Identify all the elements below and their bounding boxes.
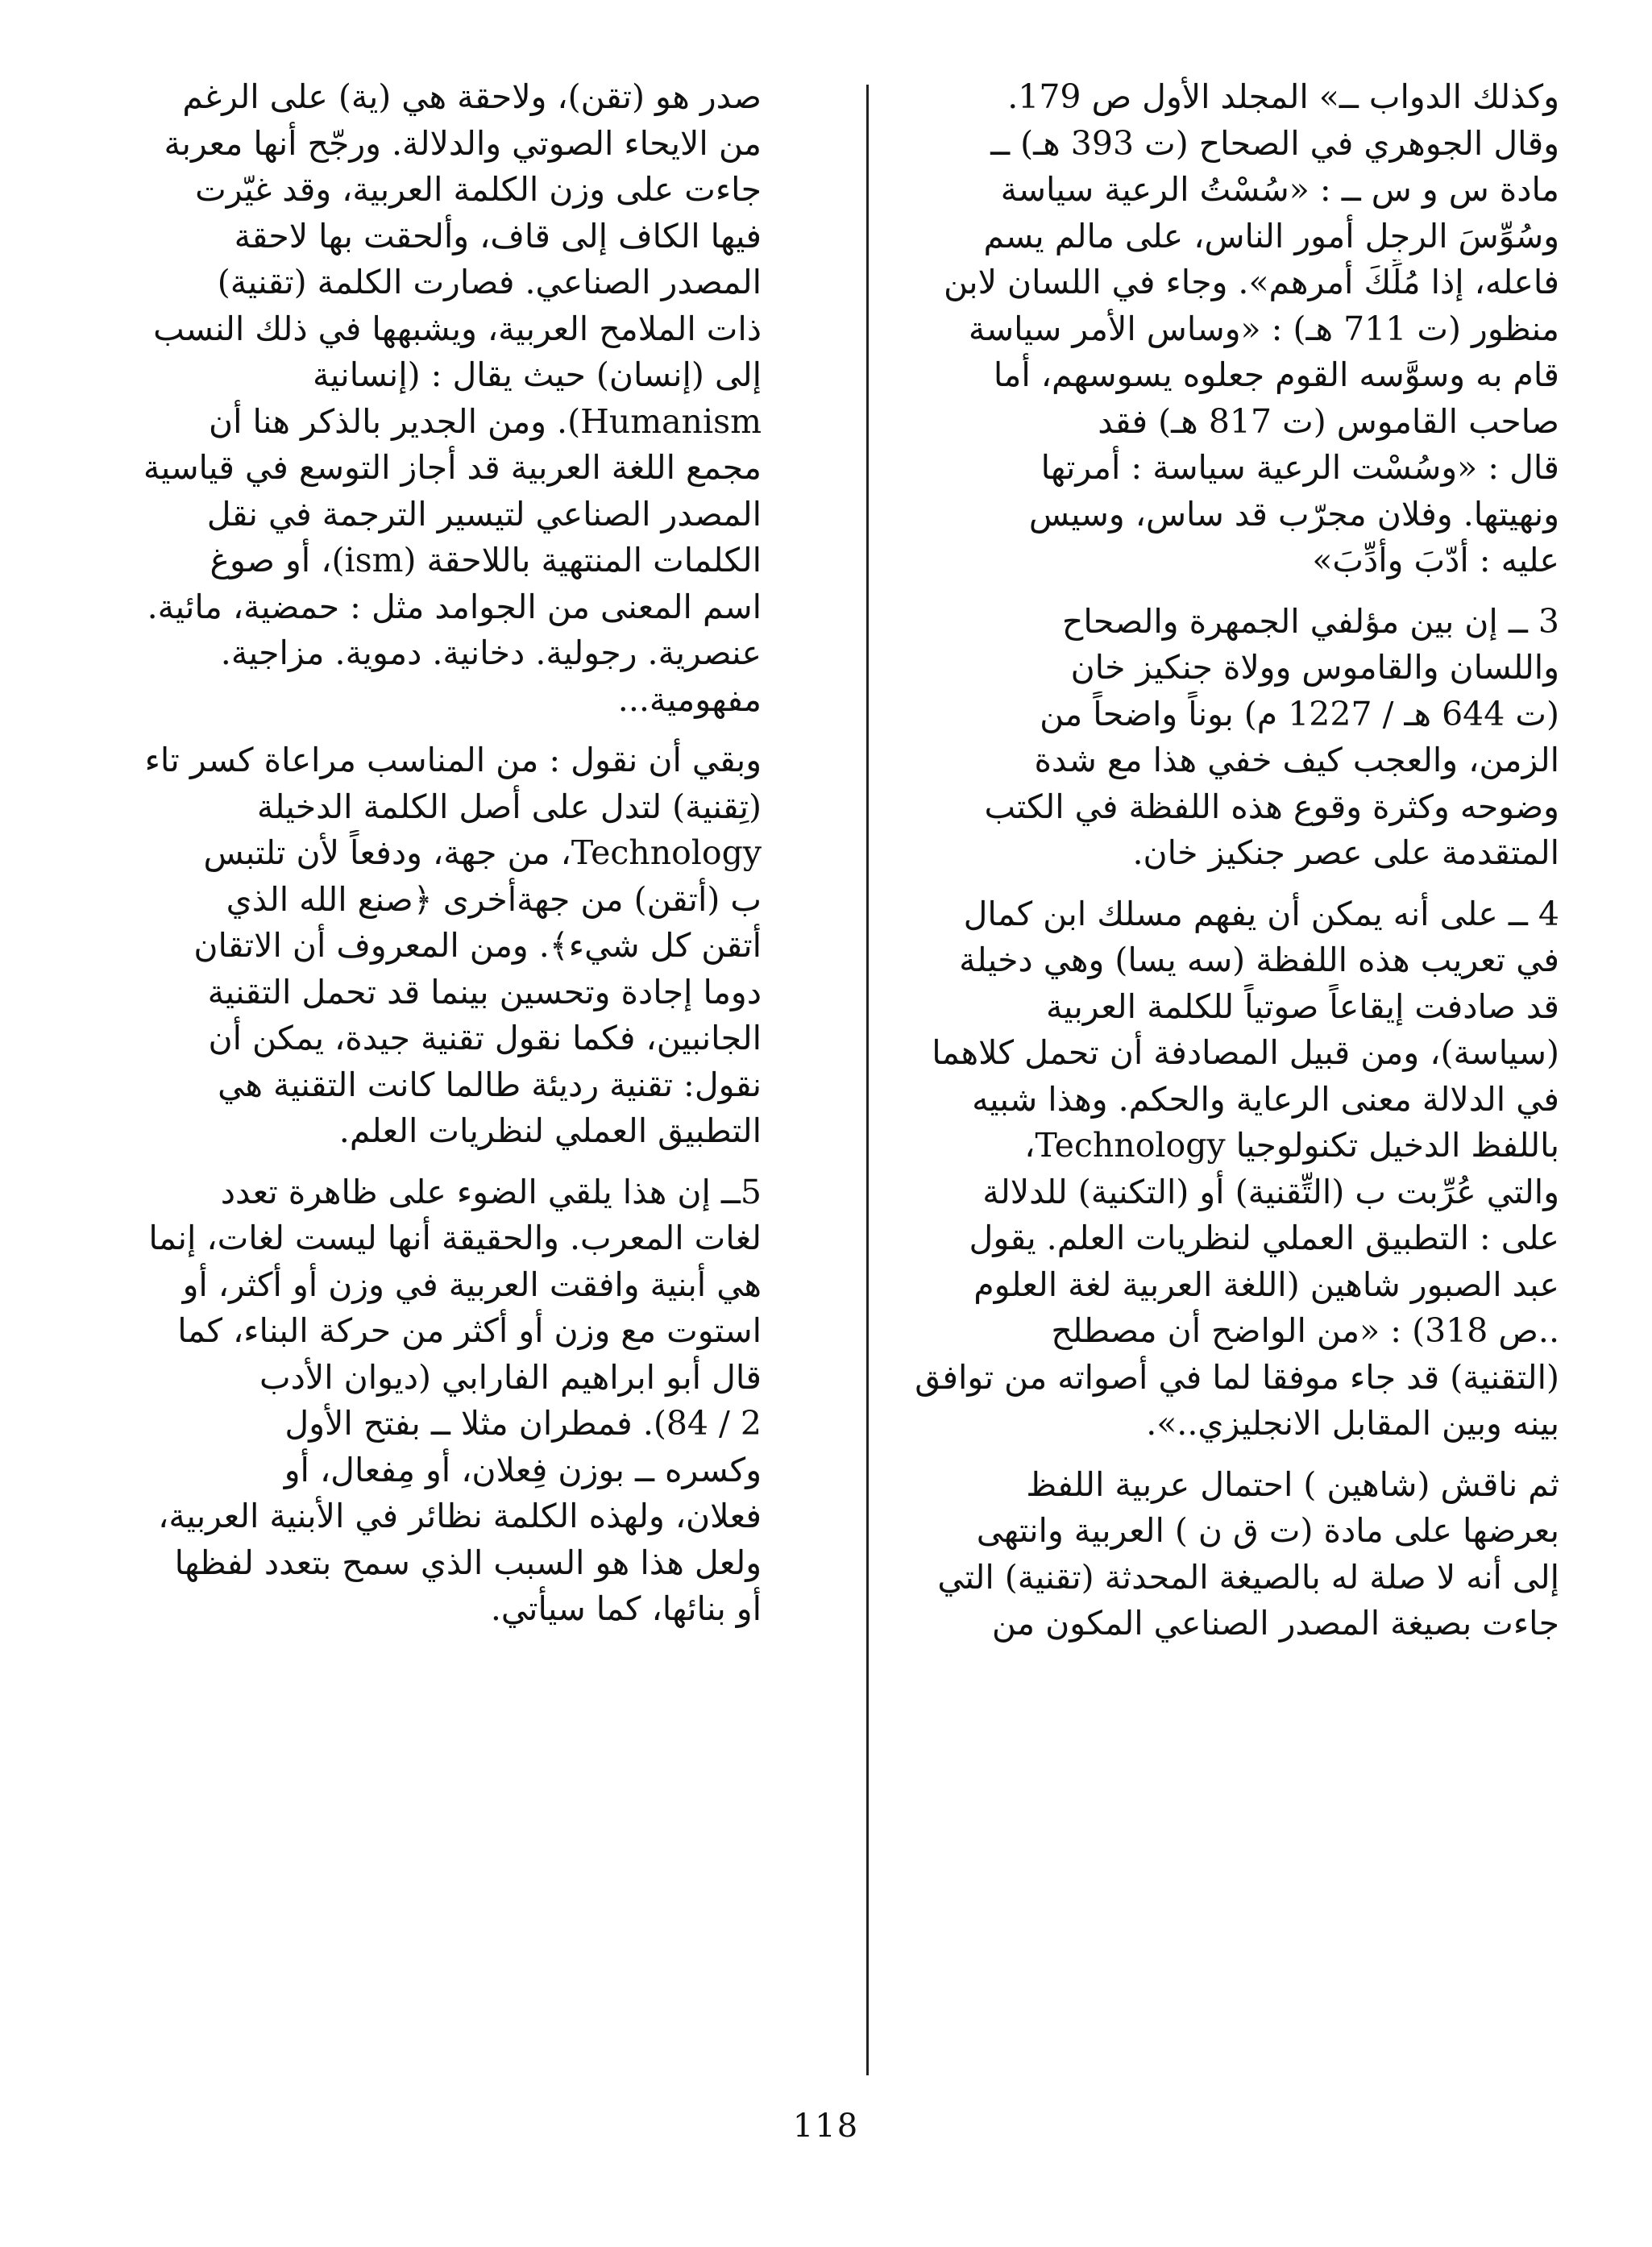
- text-line: ب (أتقن) من جهةأخرى ﴿صنع الله الذي: [226, 879, 762, 919]
- text-line: مجمع اللغة العربية قد أجاز التوسع في قياسية: [143, 448, 762, 487]
- text-line: ثم ناقش (شاهين ) احتمال عربية اللفظ: [1026, 1464, 1559, 1504]
- text-line: عليه : أدّبَ وأُدِّبَ»: [1312, 541, 1559, 579]
- paragraph: [907, 599, 1559, 877]
- text-line: الزمن، والعجب كيف خفي هذا مع شدة: [1034, 741, 1559, 779]
- text-line: فعلان، ولهذه الكلمة نظائر في الأبنية العربية،: [158, 1497, 762, 1535]
- paragraph: [907, 74, 1559, 584]
- text-line: وسُوِّسَ الرجل أمور الناس، على مالم يسم: [983, 216, 1559, 255]
- text-line: قام به وسوَّسه القوم جعلوه يسوسهم، أما: [993, 355, 1559, 394]
- paragraph: [109, 737, 762, 1155]
- text-line: اسم المعنى من الجوامد مثل : حمضية، مائية.: [147, 587, 762, 626]
- text-line: صدر هو (تقن)، ولاحقة هي (ية) على الرغم: [182, 77, 762, 116]
- text-line: المصدر الصناعي. فصارت الكلمة (تقنية): [217, 263, 762, 301]
- text-line: وبقي أن نقول : من المناسب مراعاة كسر تاء: [144, 741, 762, 779]
- text-line: التطبيق العملي لنظريات العلم.: [338, 1111, 762, 1150]
- text-line: في تعريب هذه اللفظة (سه يسا) وهي دخيلة: [959, 941, 1559, 979]
- text-line: وكسره ــ بوزن فِعلان، أو مِفعال، أو: [284, 1450, 762, 1489]
- text-line: وكذلك الدواب ــ» المجلد الأول ص 179.: [1007, 77, 1559, 116]
- text-line: أو بنائها، كما سيأتي.: [490, 1589, 762, 1628]
- text-line: عبد الصبور شاهين (اللغة العربية لغة العلوم: [973, 1265, 1559, 1304]
- text-line: هي أبنية وافقت العربية في وزن أو أكثر، أو: [182, 1265, 762, 1304]
- text-line: نقول: تقنية رديئة طالما كانت التقنية هي: [218, 1065, 762, 1104]
- left-text-column: [109, 74, 762, 1647]
- text-line: الكلمات المنتهية باللاحقة (ism)، أو صوغ: [210, 541, 762, 579]
- text-line: أتقن كل شيء﴾. ومن المعروف أن الاتقان: [193, 926, 762, 965]
- text-line: عنصرية. رجولية. دخانية. دموية. مزاجية.: [220, 633, 762, 672]
- paragraph: [907, 1462, 1559, 1647]
- text-line: لغات المعرب. والحقيقة أنها ليست لغات، إنما: [148, 1219, 762, 1257]
- text-line: قال أبو ابراهيم الفارابي (ديوان الأدب: [259, 1357, 762, 1397]
- text-line: 5ــ إن هذا يلقي الضوء على ظاهرة تعدد: [220, 1172, 762, 1211]
- page-number: 118: [792, 2108, 860, 2145]
- text-line: (ت 644 هـ / 1227 م) بوناً واضحاً من: [1040, 694, 1559, 733]
- text-line: جاءت بصيغة المصدر الصناعي المكون من: [991, 1604, 1559, 1643]
- text-line: إلى (إنسان) حيث يقال : (إنسانية: [312, 355, 762, 394]
- text-line: ولعل هذا هو السبب الذي سمح بتعدد لفظها: [174, 1543, 762, 1582]
- text-line: وقال الجوهري في الصحاح (ت 393 هـ) ــ: [990, 123, 1559, 163]
- text-line: Humanism). ومن الجدير بالذكر هنا أن: [208, 401, 762, 441]
- text-line: مفهومية...: [617, 679, 762, 719]
- text-line: منظور (ت 711 هـ) : «وساس الأمر سياسة: [968, 309, 1559, 348]
- right-text-column: [907, 74, 1559, 1662]
- text-line: فاعله، إذا مُلِّكَ أمرهم». وجاء في اللسان لابن: [943, 263, 1559, 301]
- text-line: (تِقنية) لتدل على أصل الكلمة الدخيلة: [256, 787, 762, 826]
- paragraph: [109, 74, 762, 723]
- text-line: من الايحاء الصوتي والدلالة. ورجّح أنها معربة: [164, 123, 762, 163]
- text-line: (سياسة)، ومن قبيل المصادفة أن تحمل كلاهما: [932, 1033, 1559, 1072]
- text-line: (التقنية) قد جاء موفقا لما في أصواته من توافق: [915, 1357, 1559, 1397]
- text-line: والتي عُرِّبت ب (التِّقنية) أو (التكنية) للدلالة: [982, 1172, 1559, 1211]
- text-line: قد صادفت إيقاعاً صوتياً للكلمة العربية: [1046, 986, 1559, 1026]
- text-line: جاءت على وزن الكلمة العربية، وقد غيّرت: [195, 170, 762, 209]
- text-line: وضوحه وكثرة وقوع هذه اللفظة في الكتب: [984, 787, 1559, 826]
- text-line: الجانبين، فكما نقول تقنية جيدة، يمكن أن: [208, 1019, 762, 1057]
- text-line: المصدر الصناعي لتيسير الترجمة في نقل: [206, 494, 762, 534]
- text-line: ذات الملامح العربية، ويشبهها في ذلك النسب: [153, 309, 762, 348]
- paragraph: [109, 1169, 762, 1633]
- text-line: بعرضها على مادة (ت ق ن ) العربية وانتهى: [976, 1511, 1559, 1550]
- text-line: على : التطبيق العملي لنظريات العلم. يقول: [969, 1219, 1559, 1257]
- text-line: قال : «وسُسْت الرعية سياسة : أمرتها: [1040, 448, 1559, 487]
- text-line: Technology، من جهة، ودفعاً لأن تلتبس: [203, 833, 762, 872]
- text-line: واللسان والقاموس وولاة جنكيز خان: [1070, 648, 1559, 687]
- text-line: ..ص 318) : «من الواضح أن مصطلح: [1051, 1311, 1559, 1350]
- column-divider: [866, 85, 869, 2075]
- text-line: 4 ــ على أنه يمكن أن يفهم مسلك ابن كمال: [963, 894, 1559, 933]
- text-line: إلى أنه لا صلة له بالصيغة المحدثة (تقنية) التي: [937, 1557, 1559, 1597]
- text-line: استوت مع وزن أو أكثر من حركة البناء، كما: [177, 1311, 762, 1350]
- text-line: بينه وبين المقابل الانجليزي..».: [1146, 1404, 1559, 1443]
- text-line: باللفظ الدخيل تكنولوجيا Technology،: [1024, 1126, 1559, 1165]
- text-line: دوما إجادة وتحسين بينما قد تحمل التقنية: [207, 972, 762, 1011]
- text-line: فيها الكاف إلى قاف، وأُلحقت بها لاحقة: [234, 216, 762, 255]
- text-line: ونهيتها. وفلان مجرّب قد ساس، وسيس: [1028, 494, 1559, 534]
- text-line: مادة س و س ــ : «سُسْتُ الرعية سياسة: [1000, 170, 1559, 209]
- text-line: 2 / 84). فمطران مثلا ــ بفتح الأول: [284, 1404, 762, 1443]
- text-line: 3 ــ إن بين مؤلفي الجمهرة والصحاح: [1061, 601, 1559, 641]
- text-line: في الدلالة معنى الرعاية والحكم. وهذا شبيه: [972, 1079, 1559, 1119]
- paragraph: [907, 891, 1559, 1447]
- text-line: المتقدمة على عصر جنكيز خان.: [1132, 833, 1559, 872]
- text-line: صاحب القاموس (ت 817 هـ) فقد: [1098, 401, 1559, 441]
